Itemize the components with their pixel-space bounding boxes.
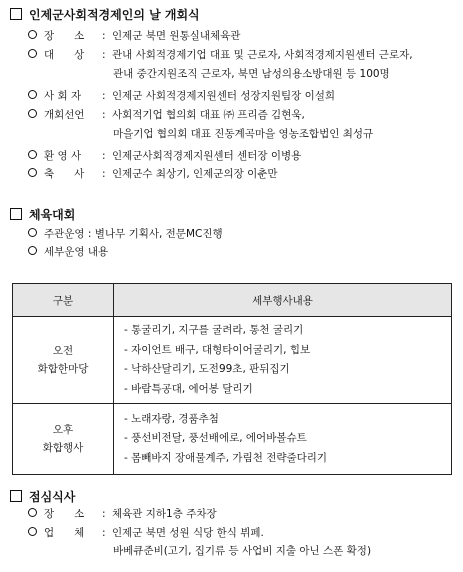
row-colon: : — [102, 508, 106, 520]
opening-row-congrats — [28, 166, 278, 182]
table-row — [13, 317, 452, 404]
row-colon: : — [102, 30, 106, 42]
table-detail-morning — [114, 317, 452, 404]
section-opening-title — [10, 6, 200, 23]
bullet-circle-icon — [28, 49, 37, 58]
table-category-afternoon — [13, 404, 114, 475]
checkbox-square-icon — [10, 208, 22, 220]
row-colon: : — [102, 109, 106, 121]
bullet-circle-icon — [28, 246, 37, 255]
table-category-morning — [13, 317, 114, 404]
section-title-text: 인제군사회적경제인의 날 개회식 — [29, 8, 200, 22]
lunch-row-venue — [28, 506, 217, 522]
section-title-text: 점심식사 — [29, 490, 76, 504]
row-label: 장 소 — [44, 508, 85, 520]
section-lunch-title — [10, 488, 75, 505]
checkbox-square-icon — [10, 490, 22, 502]
section-sports-title — [10, 206, 75, 223]
bullet-circle-icon — [28, 150, 37, 159]
schedule-table — [12, 283, 452, 475]
row-value: 인제군 북면 원통실내체육관 — [112, 30, 241, 42]
opening-row-target-continued: 관내 중간지원조직 근로자, 북면 남성의용소방대원 등 100명 — [113, 68, 390, 80]
list-item: - 자이언트 배구, 대형타이어굴리기, 힙보 — [124, 343, 311, 356]
list-item: - 낙하산달리기, 도전99초, 판뒤집기 — [124, 363, 290, 375]
row-value: 별나무 기획사, 전문MC진행 — [94, 228, 223, 240]
sports-row-organizer — [28, 226, 223, 242]
list-item: - 통굴리기, 지구를 굴려라, 통천 굴리기 — [124, 324, 304, 336]
bullet-circle-icon — [28, 228, 37, 237]
list-item: - 노래자랑, 경품추첨 — [124, 412, 219, 425]
row-label: 환 영 사 — [44, 150, 82, 162]
table-header-row — [13, 284, 452, 317]
row-colon: : — [84, 228, 95, 240]
section-title-text: 체육대회 — [29, 208, 76, 222]
category-line: 화합행사 — [42, 442, 84, 454]
row-label: 사 회 자 — [44, 90, 82, 102]
row-value: 인제군수 최상기, 인제군의장 이춘만 — [112, 168, 278, 180]
row-colon: : — [102, 49, 106, 61]
bullet-circle-icon — [28, 527, 37, 536]
row-label: 축 사 — [44, 168, 85, 180]
table-header-category: 구분 — [13, 284, 114, 317]
row-label: 세부운영 내용 — [44, 246, 109, 258]
lunch-row-vendor — [28, 525, 264, 541]
list-item: - 풍선비전달, 풍선배에로, 에어바볼슈트 — [124, 432, 307, 445]
category-line: 오전 — [52, 345, 74, 357]
table-detail-afternoon — [114, 404, 452, 475]
row-value: 인제군사회적경제지원센터 센터장 이병용 — [112, 150, 302, 162]
row-value: 체육관 지하1층 주차장 — [112, 508, 217, 520]
category-line: 화합한마당 — [37, 363, 89, 375]
opening-row-welcome — [28, 148, 301, 164]
row-label: 주관운영 — [44, 228, 85, 240]
bullet-circle-icon — [28, 109, 37, 118]
row-value: 관내 사회적경제기업 대표 및 근로자, 사회적경제지원센터 근로자, — [112, 49, 413, 61]
row-value: 인제군 북면 성원 식당 한식 뷔페. — [112, 527, 264, 539]
row-label: 장 소 — [44, 30, 85, 42]
list-item: - 몸빼바지 장애물계주, 가림천 전략줄다리기 — [124, 451, 328, 464]
opening-row-mc — [28, 88, 335, 104]
bullet-circle-icon — [28, 90, 37, 99]
lunch-row-vendor-continued: 바베큐준비(고기, 집기류 등 사업비 지출 아닌 스폰 확정) — [113, 545, 372, 557]
row-colon: : — [102, 150, 106, 162]
checkbox-square-icon — [10, 8, 22, 20]
list-item: - 바람특공대, 에어봉 달리기 — [124, 382, 253, 395]
category-line: 오후 — [52, 424, 74, 436]
table-row — [13, 404, 452, 475]
row-label: 업 체 — [44, 527, 85, 539]
sports-row-details — [28, 244, 108, 260]
row-label: 대 상 — [44, 49, 85, 61]
row-colon: : — [102, 527, 106, 539]
table-header-details: 세부행사내용 — [114, 284, 452, 317]
bullet-circle-icon — [28, 508, 37, 517]
row-value: 인제군 사회적경제지원센터 성장지원팀장 이설희 — [112, 90, 336, 102]
row-value: 사회적기업 협의회 대표 ㈜ 프리즘 김현욱, — [112, 109, 305, 121]
row-colon: : — [102, 90, 106, 102]
row-label: 개회선언 — [44, 109, 85, 121]
bullet-circle-icon — [28, 168, 37, 177]
opening-row-declaration-continued: 마을기업 협의회 대표 진동계곡마을 영농조합법인 최성규 — [113, 128, 374, 140]
opening-row-target — [28, 47, 413, 63]
opening-row-venue — [28, 28, 240, 44]
row-colon: : — [102, 168, 106, 180]
opening-row-declaration — [28, 107, 305, 123]
bullet-circle-icon — [28, 30, 37, 39]
